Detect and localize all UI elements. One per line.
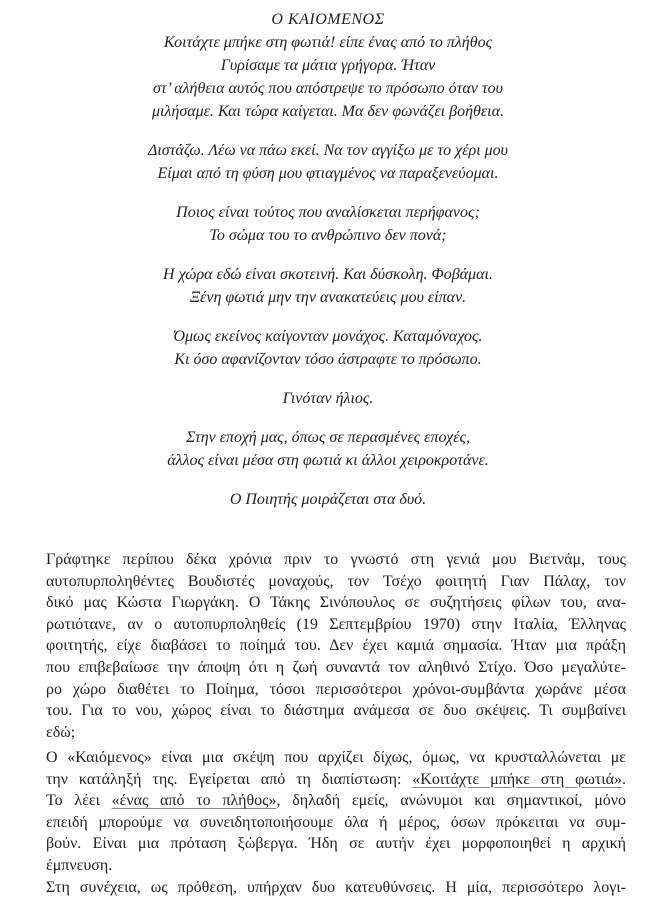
text-segment: . <box>622 770 626 788</box>
poem <box>0 8 656 511</box>
poem-line: στ’ αλήθεια αυτός που απόστρεψε το πρόσωπο όταν του <box>153 80 503 97</box>
text-line: Στη συνέχεια, ως πρόθεση, υπήρχαν δυο κατευθύνσεις. Η μία, περισσότερο λογι- <box>46 878 626 896</box>
poem-line: Διστάζω. Λέω να πάω εκεί. Να τον αγγίξω με το χέρι μου <box>147 142 509 159</box>
text-line: που επιβεβαίωσε την άποψη ότι η ζωή συναντά τον αληθινό Στίχο. Όσο μεγαλύτε- <box>46 658 626 676</box>
poem-line: Η χώρα εδώ είναι σκοτεινή. Και δύσκολη. Φοβάμαι. <box>163 266 493 283</box>
poem-title: Ο ΚΑΙΟΜΕΝΟΣ <box>271 11 385 28</box>
poem-line: Όμως εκείνος καίγονταν μονάχος. Καταμόναχος. <box>173 328 483 345</box>
text-line: ρωτιότανε, αν ο αυτοπυρποληθείς (19 Σεπτεμβρίου 1970) στην Ιταλία, Έλληνας <box>46 615 626 633</box>
text-line: έμπνευση. <box>46 856 113 874</box>
poem-line: μιλήσαμε. Και τώρα καίγεται. Μα δεν φωνάζει βοήθεια. <box>151 103 505 120</box>
poem-line: Κι όσο αφανίζονταν τόσο άστραφτε το πρόσωπο. <box>174 351 482 368</box>
poem-line: Είμαι από τη φύση μου φτιαγμένος να παραξενεύομαι. <box>157 165 499 182</box>
text-line: επειδή μπορούμε να συνειδητοποιήσουμε όλα ή μέρος, όσων πρόκειται να συμ- <box>46 813 626 831</box>
text-line <box>46 769 626 791</box>
poem-line: άλλος είναι μέσα στη φωτιά κι άλλοι χειροκροτάνε. <box>167 452 489 469</box>
text-line: βούν. Είναι μια πρόταση ξώβεργα. Ήδη σε αυτήν έχει μορφοποιηθεί η αρχική <box>46 835 626 853</box>
text-line: ρο χώρο διαθέτει το Ποίημα, τόσοι περισσότεροι χρόνοι-συμβάντα χωράνε μέσα <box>46 680 626 698</box>
poem-line: Ο Ποιητής μοιράζεται στα δυό. <box>229 491 427 508</box>
commentary-paragraph-1 <box>46 549 626 743</box>
text-line <box>46 790 626 812</box>
poem-line: Ξένη φωτιά μην την ανακατεύεις μου είπαν. <box>189 289 467 306</box>
text-line: του. Για το νου, χώρος είναι το διάστημα ανάμεσα σε δυο σκέψεις. Τι συμβαίνει <box>46 702 626 720</box>
poem-line: Γυρίσαμε τα μάτια γρήγορα. Ήταν <box>220 57 436 74</box>
text-line: δικό μας Κώστα Γιωργάκη. Ο Τάκης Σινόπουλος σε συζητήσεις φίλων του, ανα- <box>46 594 626 612</box>
poem-line: Γινόταν ήλιος. <box>282 390 374 407</box>
text-line: φοιτητής, είχε διαβάσει το ποίημά του. Δεν έχει καμιά σημασία. Ήταν μια πράξη <box>46 637 626 655</box>
text-line: εδώ; <box>46 723 76 741</box>
text-segment: , δηλαδή εμείς, ανώνυμοι και σημαντικοί, μόνο <box>276 792 627 810</box>
poem-line: Το σώμα του το ανθρώπινο δεν πονά; <box>209 227 447 244</box>
poem-line: Κοιτάχτε μπήκε στη φωτιά! είπε ένας από το πλήθος <box>163 34 493 51</box>
text-segment: Το λέει <box>46 792 112 810</box>
text-line: αυτοπυρποληθέντες Βουδιστές μοναχούς, τον Τσέχο φοιτητή Γιαν Πάλαχ, τον <box>46 572 626 590</box>
underlined-quote: «ένας από το πλήθος» <box>111 792 277 810</box>
poem-line: Στην εποχή μας, όπως σε περασμένες εποχές, <box>186 429 470 446</box>
text-line: Γράφτηκε περίπου δέκα χρόνια πριν το γνωστό στη γενιά μου Βιετνάμ, τους <box>46 551 626 568</box>
underlined-quote: «Κοιτάχτε μπήκε στη φωτιά» <box>412 770 622 788</box>
commentary-paragraph-2 <box>46 747 626 898</box>
poem-line: Ποιος είναι τούτος που αναλίσκεται περήφανος; <box>176 204 480 221</box>
text-segment: την κατάληξή της. Εγείρεται από τη διαπίστωση: <box>46 770 413 788</box>
text-line: Ο «Καιόμενος» είναι μια σκέψη που αρχίζει δίχως, όμως, να κρυσταλλώνεται με <box>46 749 626 766</box>
